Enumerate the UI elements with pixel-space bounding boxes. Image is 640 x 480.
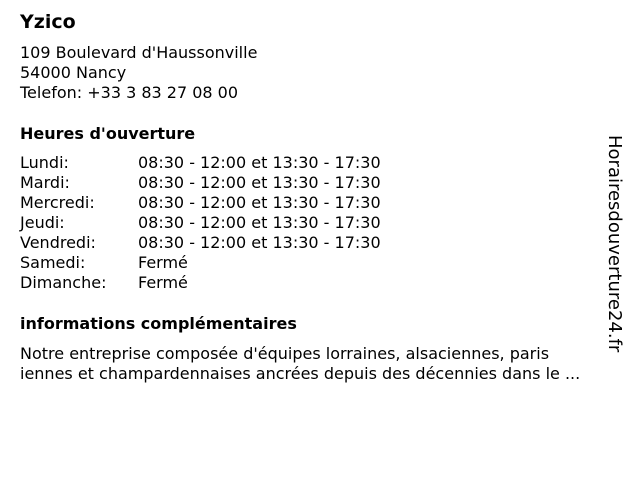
address-city: 54000 Nancy [20,63,127,82]
hours-row-wednesday [20,193,440,213]
day-hours: Fermé [138,253,188,272]
address-street: 109 Boulevard d'Haussonville [20,43,258,62]
hours-table [20,153,440,293]
info-description [20,344,630,384]
day-hours: 08:30 - 12:00 et 13:30 - 17:30 [138,233,381,252]
hours-row-sunday [20,273,440,293]
day-hours: 08:30 - 12:00 et 13:30 - 17:30 [138,153,381,172]
day-hours: 08:30 - 12:00 et 13:30 - 17:30 [138,173,381,192]
day-label: Mercredi: [20,193,95,212]
hours-row-friday [20,233,440,253]
business-name: Yzico [20,11,76,33]
info-text-line: Notre entreprise composée d'équipes lorraines, alsaciennes, paris [20,344,550,363]
day-hours: 08:30 - 12:00 et 13:30 - 17:30 [138,213,381,232]
day-label: Lundi: [20,153,69,172]
info-title: informations complémentaires [20,314,297,333]
day-label: Dimanche: [20,273,107,292]
hours-row-tuesday [20,173,440,193]
site-watermark: Horairesdouverture24.fr [604,135,625,353]
day-label: Samedi: [20,253,86,272]
hours-row-thursday [20,213,440,233]
hours-row-monday [20,153,440,173]
day-label: Jeudi: [20,213,65,232]
hours-row-saturday [20,253,440,273]
day-hours: 08:30 - 12:00 et 13:30 - 17:30 [138,193,381,212]
day-label: Vendredi: [20,233,96,252]
business-address [20,43,257,103]
phone-number: Telefon: +33 3 83 27 08 00 [20,83,239,102]
day-label: Mardi: [20,173,70,192]
hours-title: Heures d'ouverture [20,124,196,143]
info-text-line: iennes et champardennaises ancrées depuis des décennies dans le ... [20,364,581,383]
day-hours: Fermé [138,273,188,292]
